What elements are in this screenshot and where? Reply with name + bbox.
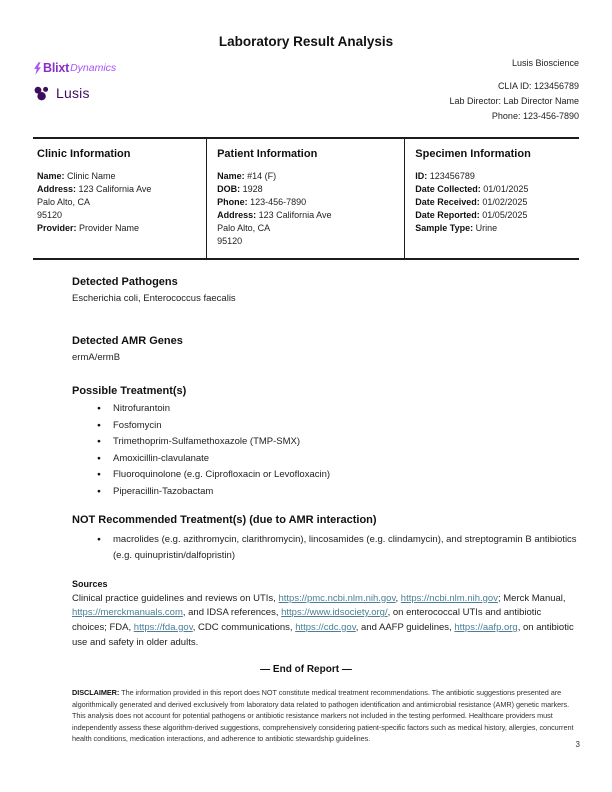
- info-field: [217, 183, 394, 196]
- source-link[interactable]: https://ncbi.nlm.nih.gov: [400, 592, 498, 604]
- info-field: [217, 196, 394, 209]
- treatment-item: ● Piperacillin-Tazobactam: [72, 486, 578, 497]
- blixt-dynamics-logo: [33, 60, 116, 76]
- info-field: [415, 222, 569, 235]
- source-link[interactable]: https://cdc.gov: [295, 621, 356, 633]
- info-field-value: Clinic Name: [67, 171, 116, 181]
- info-field: [37, 196, 196, 209]
- info-field: [37, 209, 196, 222]
- not-recommended-list: [72, 532, 578, 565]
- lab-phone: Phone: 123-456-7890: [491, 111, 579, 121]
- info-column-title: Specimen Information: [415, 148, 531, 160]
- info-field-label: Date Received:: [415, 197, 480, 207]
- lusis-logo: [33, 83, 116, 103]
- report-header: [33, 56, 579, 124]
- disclaimer: [72, 687, 578, 745]
- page-number: 3: [575, 740, 580, 749]
- info-field-label: Sample Type:: [415, 223, 474, 233]
- section-heading-sources: Sources: [72, 578, 108, 589]
- lab-contact-block: [449, 56, 579, 124]
- info-field-label: Address:: [37, 184, 77, 194]
- info-field-value: 123 California Ave: [258, 210, 332, 220]
- treatment-item: ● Fosfomycin: [72, 420, 578, 431]
- info-field-label: Date Reported:: [415, 210, 480, 220]
- lusis-cluster-icon: [33, 86, 50, 101]
- info-field: [415, 170, 569, 183]
- section-heading-not-recommended: NOT Recommended Treatment(s) (due to AMR interaction): [72, 513, 377, 526]
- source-link[interactable]: https://fda.gov: [133, 621, 193, 633]
- info-field-value: 95120: [217, 236, 243, 246]
- company-name: Lusis Bioscience: [511, 58, 579, 68]
- info-field-value: 1928: [242, 184, 263, 194]
- info-table: [33, 137, 579, 260]
- info-field-value: 123-456-7890: [250, 197, 307, 207]
- info-field: [415, 183, 569, 196]
- page-title: Laboratory Result Analysis: [218, 34, 394, 49]
- info-field-value: 01/02/2025: [482, 197, 528, 207]
- info-field: [37, 222, 196, 235]
- source-link[interactable]: https://aafp.org: [454, 621, 518, 633]
- info-field-value: Palo Alto, CA: [37, 197, 91, 207]
- treatment-item: ● Amoxicillin-clavulanate: [72, 453, 578, 464]
- info-field: [37, 170, 196, 183]
- info-column-title: Patient Information: [217, 148, 318, 160]
- lab-director: Lab Director: Lab Director Name: [449, 96, 579, 106]
- possible-treatments-list: [72, 403, 578, 497]
- treatment-item: ● Fluoroquinolone (e.g. Ciprofloxacin or Levofloxacin): [72, 469, 578, 480]
- info-field: [37, 183, 196, 196]
- info-field-value: Palo Alto, CA: [217, 223, 271, 233]
- info-field: [415, 209, 569, 222]
- info-field-value: 01/01/2025: [483, 184, 529, 194]
- clia-id: CLIA ID: 123456789: [497, 81, 579, 91]
- source-link[interactable]: https://pmc.ncbi.nlm.nih.gov: [278, 592, 396, 604]
- info-field-label: Provider:: [37, 223, 77, 233]
- treatment-item: ● Nitrofurantoin: [72, 403, 578, 414]
- disclaimer-text: The information provided in this report does NOT constitute medical treatment recommendations. The antibiotic suggestions presented are algorithmically generated and derived exclusively from laboratory data related to pathogen identification and antimicrobial resistance (AMR) genetic markers. This analysis does not account for potential pathogens or antibiotic resistance markers not included in the testing performed. Healthcare providers must independently assess these algorithm-derived suggestions, comprehensively considering patient-specific factors such as medical history, allergies, concurrent health conditions, medication interactions, and adherence to antibiotic stewardship guidelines.: [72, 688, 574, 744]
- lusis-logo-text: Lusis: [56, 85, 90, 101]
- blixt-logo-text: Blixt: [43, 61, 70, 75]
- blixt-logo-suffix: Dynamics: [70, 62, 117, 74]
- info-field: [217, 235, 394, 248]
- section-heading-detected-amr-genes: Detected AMR Genes: [72, 335, 183, 347]
- source-link[interactable]: https://merckmanuals.com: [72, 607, 183, 619]
- info-field-label: Name:: [37, 171, 65, 181]
- info-field: [217, 222, 394, 235]
- info-field: [217, 170, 394, 183]
- logo-block: [33, 56, 116, 124]
- info-field-value: Provider Name: [79, 223, 140, 233]
- detected-amr-genes-value: ermA/ermB: [72, 352, 121, 363]
- info-field-value: 123456789: [429, 171, 475, 181]
- section-heading-possible-treatments: Possible Treatment(s): [72, 385, 187, 397]
- info-field-label: ID:: [415, 171, 428, 181]
- info-field-value: #14 (F): [247, 171, 277, 181]
- sources-paragraph: Clinical practice guidelines and reviews on UTIs, https://pmc.ncbi.nlm.nih.gov, https://ncbi.nlm.nih.gov; Merck Manual, https://merckmanuals.com, and IDSA references, https://www.idsociety.org/, on enterococcal UTIs and antibiotic choices; FDA, https://fda.gov, CDC communications, https://cdc.gov, and AAFP guidelines, https://aafp.org, on antibiotic use and safety in older adults.: [72, 592, 574, 648]
- info-field-label: Phone:: [217, 197, 248, 207]
- info-field-value: 01/05/2025: [482, 210, 528, 220]
- info-field-value: 95120: [37, 210, 63, 220]
- info-field-label: Address:: [217, 210, 257, 220]
- treatment-item: ● Trimethoprim-Sulfamethoxazole (TMP-SMX): [72, 436, 578, 447]
- info-field-label: DOB:: [217, 184, 241, 194]
- info-field: [217, 209, 394, 222]
- info-column-3: [404, 139, 579, 258]
- source-link[interactable]: https://www.idsociety.org/: [281, 607, 388, 619]
- section-heading-detected-pathogens: Detected Pathogens: [72, 276, 178, 288]
- detected-pathogens-value: Escherichia coli, Enterococcus faecalis: [72, 293, 236, 304]
- report-body: [72, 276, 578, 650]
- end-of-report-marker: — End of Report —: [260, 664, 352, 676]
- info-column-2: [206, 139, 404, 258]
- info-field-value: 123 California Ave: [78, 184, 152, 194]
- info-field: [415, 196, 569, 209]
- info-field-label: Name:: [217, 171, 245, 181]
- info-column-1: [33, 139, 206, 258]
- info-column-title: Clinic Information: [37, 148, 131, 160]
- lightning-bolt-icon: [33, 62, 42, 75]
- not-recommended-item: ● macrolides (e.g. azithromycin, clarithromycin), lincosamides (e.g. clindamycin), and streptogramin B antibiotics (e.g. quinupristin/dalfopristin): [72, 532, 578, 565]
- info-field-label: Date Collected:: [415, 184, 481, 194]
- disclaimer-label: DISCLAIMER:: [72, 688, 120, 698]
- info-field-value: Urine: [475, 223, 498, 233]
